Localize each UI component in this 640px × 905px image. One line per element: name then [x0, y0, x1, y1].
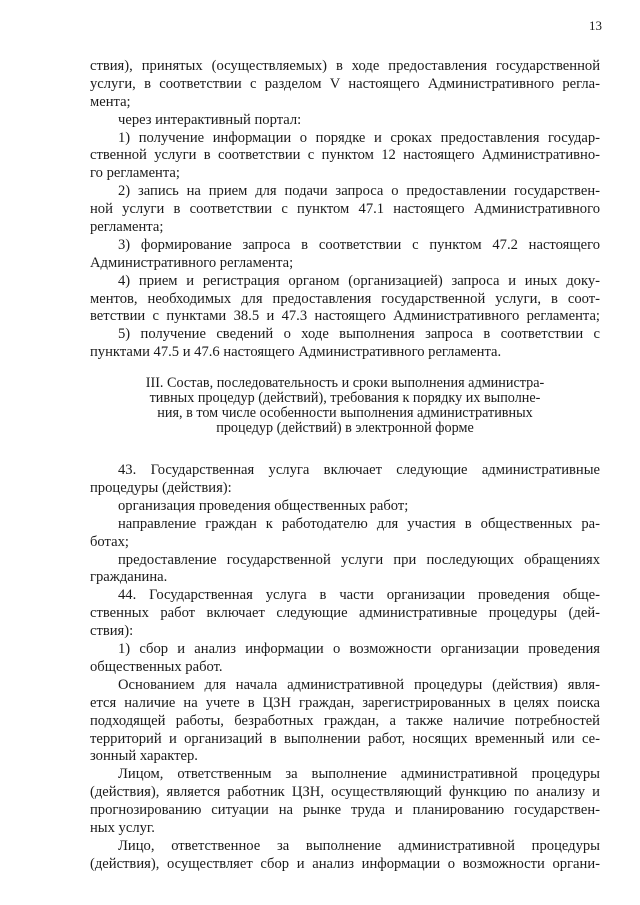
text-line: ствия), принятых (осуществляемых) в ходе предоставления государственной [90, 58, 600, 74]
text-line: 43. Государственная услуга включает следующие административные [118, 462, 600, 479]
text-line: гражданина. [90, 569, 168, 586]
text-line: 44. Государственная услуга в части организации проведения обще- [118, 587, 600, 604]
text-line: услуги, в соответствии с разделом V настоящего Административного регла- [90, 75, 600, 92]
text-line: 4) прием и регистрация органом (организацией) запроса и иных доку- [118, 272, 600, 289]
text-line: территорий и организаций в выполнении работ, носящих временный или се- [90, 730, 600, 747]
text-line: Лицо, ответственное за выполнение административной процедуры [118, 837, 600, 854]
text-line: Административного регламента; [90, 254, 294, 271]
text-line: общественных работ. [90, 658, 223, 675]
text-line: 3) формирование запроса в соответствии с пунктом 47.2 настоящего [118, 236, 600, 253]
text-line: пунктами 47.5 и 47.6 настоящего Административного регламента. [90, 344, 502, 361]
page-number: 13 [589, 18, 602, 33]
heading-line: тивных процедур (действий), требования к порядку их выполне- [149, 390, 541, 407]
text-line: ственной услуги в соответствии с пунктом 12 настоящего Административно- [90, 147, 600, 164]
text-line: го регламента; [90, 165, 180, 182]
heading-line: III. Состав, последовательность и сроки выполнения администра- [145, 375, 545, 392]
text-line: направление граждан к работодателю для участия в общественных ра- [118, 515, 600, 532]
text-line: зонный характер. [90, 748, 198, 765]
text-line: подходящей работы, безработных граждан, а также наличие потребностей [90, 712, 600, 729]
heading-line: процедур (действий) в электронной форме [216, 420, 474, 437]
text-line: через интерактивный портал: [118, 111, 302, 128]
text-line: ботах; [90, 533, 129, 550]
text-line: мента; [90, 93, 131, 110]
text-line: 1) сбор и анализ информации о возможности организации проведения [118, 641, 600, 658]
text-line: предоставление государственной услуги при последующих обращениях [118, 551, 600, 568]
text-line: 5) получение сведений о ходе выполнения запроса в соответствии с [118, 326, 600, 343]
text-line: регламента; [90, 219, 164, 236]
text-line: процедуры (действия): [90, 480, 232, 497]
text-line: ется наличие на учете в ЦЗН граждан, зарегистрированных в целях поиска [90, 694, 600, 711]
text-line: (действия), осуществляет сбор и анализ информации о возможности органи- [90, 855, 600, 872]
text-line: ных услуг. [90, 819, 155, 836]
text-line: Основанием для начала административной процедуры (действия) явля- [118, 676, 600, 693]
text-line: ственных работ включает следующие административные процедуры (дей- [90, 605, 600, 622]
text-line: ветствии с пунктами 38.5 и 47.3 настоящего Административного регламента; [90, 308, 600, 325]
text-line: 2) запись на прием для подачи запроса о предоставлении государствен- [118, 183, 600, 200]
text-line: ной услуги в соответствии с пунктом 47.1 настоящего Административного [90, 201, 600, 218]
text-line: организация проведения общественных работ; [118, 497, 409, 514]
text-line: ментов, необходимых для предоставления государственной услуги, в соот- [90, 290, 600, 307]
text-line: (действия), является работник ЦЗН, осуществляющий функцию по анализу и [90, 784, 600, 801]
text-line: Лицом, ответственным за выполнение административной процедуры [118, 766, 600, 783]
heading-line: ния, в том числе особенности выполнения административных [157, 405, 533, 422]
document-body [90, 58, 600, 874]
text-line: ствия): [90, 623, 134, 640]
text-line: 1) получение информации о порядке и сроках предоставления государ- [118, 129, 600, 146]
text-line: прогнозированию ситуации на рынке труда и планированию государствен- [90, 802, 600, 819]
section-heading [90, 376, 600, 436]
